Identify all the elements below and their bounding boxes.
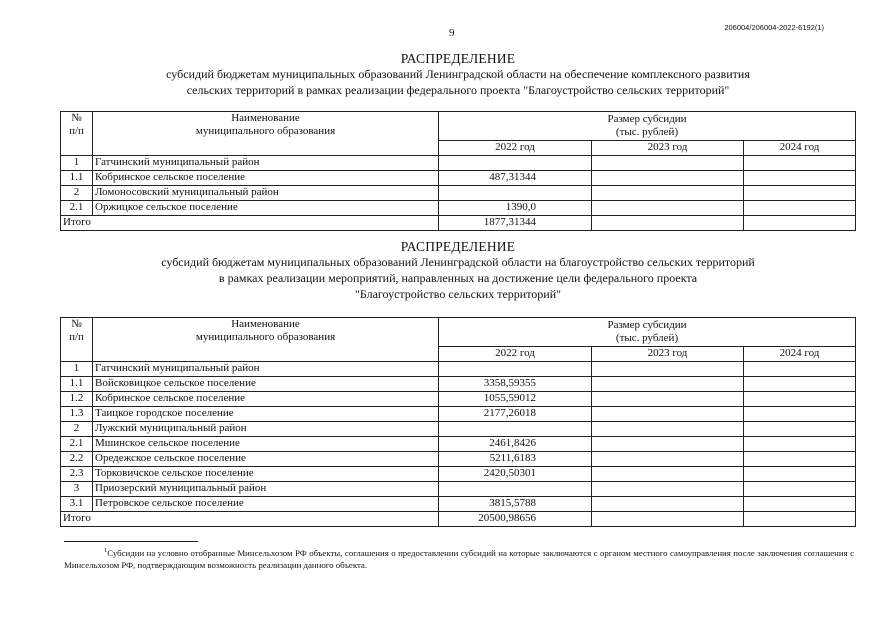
row-value-2022 <box>439 422 592 437</box>
row-value-2023 <box>592 452 744 467</box>
row-value-2024 <box>744 392 856 407</box>
header-name-line: Наименование <box>231 318 300 330</box>
section1-subtitle-line: субсидий бюджетам муниципальных образований Ленинградской области на обеспечение комплексного развития <box>166 67 750 81</box>
row-value-2024 <box>744 362 856 377</box>
row-value-2024 <box>744 452 856 467</box>
row-number: 1.2 <box>61 392 93 407</box>
header-size <box>439 112 856 141</box>
row-value-2024 <box>744 422 856 437</box>
header-year: 2022 год <box>439 347 592 362</box>
header-size-line: Размер субсидии <box>607 113 687 125</box>
section2-title: РАСПРЕДЕЛЕНИЕ <box>400 239 516 254</box>
table-row <box>61 482 856 497</box>
section2-subtitle-line: "Благоустройство сельских территорий" <box>354 287 562 301</box>
section1-subtitle-line: сельских территорий в рамках реализации федерального проекта "Благоустройство сельских территорий" <box>186 83 730 97</box>
row-value-2024 <box>744 467 856 482</box>
total-value-2022: 20500,98656 <box>439 512 592 527</box>
total-value-2022: 1877,31344 <box>439 216 592 231</box>
header-year: 2024 год <box>744 347 856 362</box>
table-header-row <box>61 112 856 141</box>
row-value-2023 <box>592 171 744 186</box>
table-row <box>61 377 856 392</box>
row-number: 2.2 <box>61 452 93 467</box>
header-no-line: п/п <box>69 331 84 343</box>
total-label: Итого <box>61 512 439 527</box>
row-value-2022: 1390,0 <box>439 201 592 216</box>
row-value-2022 <box>439 362 592 377</box>
document-id: 206004/206004-2022-6192(1) <box>724 23 824 32</box>
row-name: Гатчинский муниципальный район <box>93 156 439 171</box>
table-row <box>61 186 856 201</box>
header-size-line: (тыс. рублей) <box>615 332 679 344</box>
section2-subtitle-line: субсидий бюджетам муниципальных образований Ленинградской области на благоустройство сельских территорий <box>161 255 755 269</box>
row-value-2023 <box>592 377 744 392</box>
table-row <box>61 452 856 467</box>
row-value-2022: 3815,5788 <box>439 497 592 512</box>
row-value-2024 <box>744 201 856 216</box>
row-number: 1.1 <box>61 377 93 392</box>
section1-heading <box>60 51 856 98</box>
row-value-2024 <box>744 407 856 422</box>
row-value-2023 <box>592 407 744 422</box>
table-header-row <box>61 318 856 347</box>
header-no-line: п/п <box>69 125 84 137</box>
header-name-line: муниципального образования <box>195 125 336 137</box>
row-value-2023 <box>592 422 744 437</box>
row-number: 2.1 <box>61 437 93 452</box>
row-value-2024 <box>744 437 856 452</box>
header-no <box>61 112 93 156</box>
row-value-2022: 5211,6183 <box>439 452 592 467</box>
row-number: 2 <box>61 186 93 201</box>
header-name <box>93 112 439 156</box>
section1-title: РАСПРЕДЕЛЕНИЕ <box>400 51 516 66</box>
table-row <box>61 362 856 377</box>
header-name-line: Наименование <box>231 112 300 124</box>
row-value-2022: 2177,26018 <box>439 407 592 422</box>
header-name-line: муниципального образования <box>195 331 336 343</box>
total-label: Итого <box>61 216 439 231</box>
row-name: Кобринское сельское поселение <box>93 392 439 407</box>
row-value-2022: 1055,59012 <box>439 392 592 407</box>
row-value-2022 <box>439 482 592 497</box>
page-number: 9 <box>449 27 455 39</box>
header-name <box>93 318 439 362</box>
row-name: Гатчинский муниципальный район <box>93 362 439 377</box>
table-row <box>61 156 856 171</box>
row-name: Оржицкое сельское поселение <box>93 201 439 216</box>
row-name: Мшинское сельское поселение <box>93 437 439 452</box>
total-value-2023 <box>592 216 744 231</box>
row-value-2024 <box>744 482 856 497</box>
row-value-2023 <box>592 201 744 216</box>
table-row <box>61 437 856 452</box>
row-name: Лужский муниципальный район <box>93 422 439 437</box>
table-total-row <box>61 216 856 231</box>
row-value-2023 <box>592 362 744 377</box>
row-value-2022: 2420,50301 <box>439 467 592 482</box>
table-row <box>61 497 856 512</box>
table-row <box>61 407 856 422</box>
row-name: Оредежское сельское поселение <box>93 452 439 467</box>
row-number: 2.3 <box>61 467 93 482</box>
table-row <box>61 467 856 482</box>
total-value-2023 <box>592 512 744 527</box>
row-value-2023 <box>592 497 744 512</box>
header-no <box>61 318 93 362</box>
footnote-marker: 1 <box>104 547 108 554</box>
row-value-2024 <box>744 377 856 392</box>
row-number: 1 <box>61 156 93 171</box>
row-value-2024 <box>744 186 856 201</box>
section2-heading <box>60 239 856 302</box>
row-name: Ломоносовский муниципальный район <box>93 186 439 201</box>
row-value-2023 <box>592 186 744 201</box>
row-name: Войсковицкое сельское поселение <box>93 377 439 392</box>
header-size-line: (тыс. рублей) <box>615 126 679 138</box>
row-name: Кобринское сельское поселение <box>93 171 439 186</box>
row-value-2024 <box>744 497 856 512</box>
row-name: Торковичское сельское поселение <box>93 467 439 482</box>
row-value-2022 <box>439 186 592 201</box>
row-value-2023 <box>592 437 744 452</box>
row-value-2023 <box>592 467 744 482</box>
row-value-2023 <box>592 482 744 497</box>
row-number: 3 <box>61 482 93 497</box>
table-row <box>61 201 856 216</box>
table-row <box>61 422 856 437</box>
row-name: Таицкое городское поселение <box>93 407 439 422</box>
row-value-2022 <box>439 156 592 171</box>
header-year: 2023 год <box>592 141 744 156</box>
section2-subtitle-line: в рамках реализации мероприятий, направленных на достижение цели федерального проекта <box>218 271 698 285</box>
row-number: 2 <box>61 422 93 437</box>
section2-table <box>60 317 856 527</box>
header-year: 2023 год <box>592 347 744 362</box>
row-value-2023 <box>592 392 744 407</box>
footnote-separator <box>64 541 198 542</box>
header-size <box>439 318 856 347</box>
row-number: 1.1 <box>61 171 93 186</box>
header-no-line: № <box>71 318 82 330</box>
footnote <box>64 545 854 571</box>
header-no-line: № <box>71 112 82 124</box>
total-value-2024 <box>744 216 856 231</box>
row-value-2023 <box>592 156 744 171</box>
header-year: 2024 год <box>744 141 856 156</box>
row-value-2024 <box>744 156 856 171</box>
footnote-text: Субсидии на условно отобранные Минсельхозом РФ объекты, соглашения о предоставлении субсидий на которые заключаются с органом местного самоуправления после заключения соглашения с Минсельхозом РФ, подтверждающим возможность реализации данного объекта. <box>64 547 854 570</box>
table-row <box>61 171 856 186</box>
row-value-2022: 3358,59355 <box>439 377 592 392</box>
row-number: 3.1 <box>61 497 93 512</box>
row-name: Петровское сельское поселение <box>93 497 439 512</box>
row-number: 1.3 <box>61 407 93 422</box>
row-number: 1 <box>61 362 93 377</box>
total-value-2024 <box>744 512 856 527</box>
table-row <box>61 392 856 407</box>
header-year: 2022 год <box>439 141 592 156</box>
row-value-2022: 2461,8426 <box>439 437 592 452</box>
row-value-2024 <box>744 171 856 186</box>
header-size-line: Размер субсидии <box>607 319 687 331</box>
row-value-2022: 487,31344 <box>439 171 592 186</box>
row-number: 2.1 <box>61 201 93 216</box>
table-total-row <box>61 512 856 527</box>
row-name: Приозерский муниципальный район <box>93 482 439 497</box>
section1-table <box>60 111 856 231</box>
